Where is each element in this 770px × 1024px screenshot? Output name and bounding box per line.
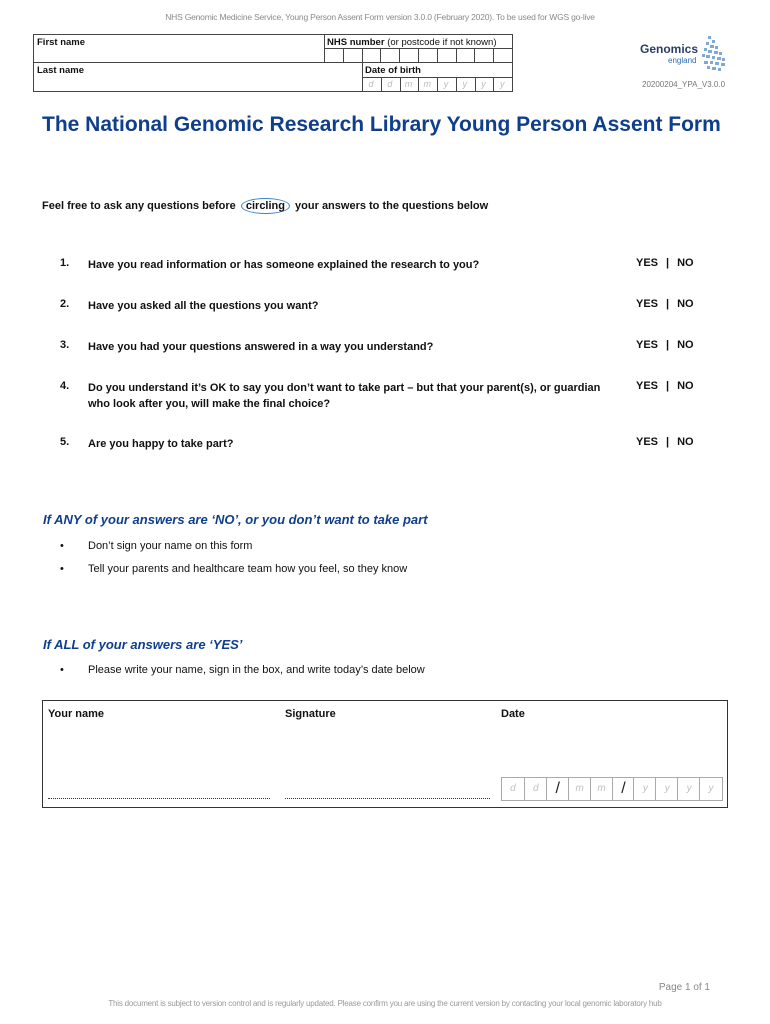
document-version-line: NHS Genomic Medicine Service, Young Person Assent Form version 3.0.0 (February 2020). To be used for WGS go-live <box>165 12 595 22</box>
intro-after: your answers to the questions below <box>295 200 489 212</box>
your-name-label: Your name <box>48 708 105 720</box>
all-yes-bullet: Please write your name, sign in the box, and write today’s date below <box>88 664 425 676</box>
nhs-grid-cell <box>362 49 363 63</box>
date-cell: d <box>510 783 516 794</box>
yes-option[interactable]: YES <box>636 380 659 392</box>
document-code: 20200204_YPA_V3.0.0 <box>642 80 726 89</box>
date-cell: y <box>677 778 700 800</box>
dob-grid[interactable] <box>362 77 512 92</box>
patient-details-box <box>33 34 513 92</box>
intro-text <box>42 198 488 214</box>
question-number: 3. <box>60 339 70 351</box>
question-text: Do you understand it’s OK to say you don’t want to take part – but that your parent(s), or guardian who look after you, will make the final choice? <box>88 382 601 410</box>
no-option[interactable]: NO <box>677 298 694 310</box>
bullet-icon: • <box>60 540 64 552</box>
logo-subtitle: england <box>668 56 697 65</box>
question-text: Are you happy to take part? <box>88 438 234 450</box>
yes-no-choice <box>636 339 694 351</box>
nhs-number-grid[interactable] <box>324 48 512 63</box>
choice-separator: | <box>666 436 670 448</box>
choice-separator: | <box>666 257 670 269</box>
nhs-number-label <box>327 37 497 48</box>
date-label: Date <box>501 708 525 720</box>
dob-placeholder: y <box>481 79 486 89</box>
yes-option[interactable]: YES <box>636 257 659 269</box>
yes-no-choice <box>636 257 694 269</box>
nhs-grid-cell <box>418 49 419 63</box>
nhs-grid-cell <box>474 49 475 63</box>
choice-separator: | <box>666 339 670 351</box>
date-cell: m <box>590 778 613 800</box>
first-name-label: First name <box>37 37 86 48</box>
question-text: Have you had your questions answered in a way you understand? <box>88 341 434 353</box>
question-number: 2. <box>60 298 70 310</box>
dob-placeholder: m <box>404 79 413 89</box>
yes-no-choice <box>636 298 694 310</box>
any-no-bullet: Don’t sign your name on this form <box>88 540 253 552</box>
yes-no-choice <box>636 380 694 392</box>
question-text: Have you read information or has someone explained the research to you? <box>88 259 480 271</box>
yes-option[interactable]: YES <box>636 339 659 351</box>
nhs-number-note: (or postcode if not known) <box>387 37 497 48</box>
last-name-field[interactable] <box>34 63 362 91</box>
no-option[interactable]: NO <box>677 339 694 351</box>
intro-before: Feel free to ask any questions before <box>42 200 236 212</box>
dob-placeholder: d <box>368 79 374 89</box>
yes-no-choice <box>636 436 694 448</box>
nhs-grid-cell <box>437 49 438 63</box>
no-option[interactable]: NO <box>677 257 694 269</box>
date-separator: / <box>546 778 569 800</box>
any-no-heading: If ANY of your answers are ‘NO’, or you don’t want to take part <box>43 512 428 527</box>
nhs-grid-cell <box>399 49 400 63</box>
choice-separator: | <box>666 380 670 392</box>
signature-label: Signature <box>285 708 336 720</box>
question-number: 4. <box>60 380 70 392</box>
dob-placeholder: y <box>462 79 467 89</box>
date-grid[interactable] <box>501 777 723 801</box>
circled-word: circling <box>241 198 290 214</box>
nhs-grid-cell <box>456 49 457 63</box>
dob-placeholder: y <box>443 79 449 89</box>
yes-option[interactable]: YES <box>636 436 659 448</box>
all-yes-heading: If ALL of your answers are ‘YES’ <box>43 637 243 652</box>
bullet-icon: • <box>60 563 64 575</box>
question-number: 1. <box>60 257 70 269</box>
logo-name: Genomics <box>640 42 699 56</box>
date-cell: d <box>524 778 547 800</box>
no-option[interactable]: NO <box>677 380 694 392</box>
choice-separator: | <box>666 298 670 310</box>
dob-placeholder: d <box>387 79 393 89</box>
question-text: Have you asked all the questions you want? <box>88 300 319 312</box>
question-number: 5. <box>60 436 70 448</box>
no-option[interactable]: NO <box>677 436 694 448</box>
nhs-grid-cell <box>343 49 344 63</box>
name-line[interactable] <box>48 798 270 799</box>
signature-line[interactable] <box>285 798 490 799</box>
date-separator: / <box>612 778 635 800</box>
date-cell: y <box>655 778 678 800</box>
nhs-grid-cell <box>493 49 494 63</box>
nhs-number-label-text: NHS number <box>327 37 385 48</box>
date-cell: m <box>568 778 591 800</box>
bullet-icon: • <box>60 664 64 676</box>
footer-note: This document is subject to version control and is regularly updated. Please confirm you are using the current version by contacting your local genomic laboratory hub <box>108 999 662 1008</box>
genomics-england-logo-icon <box>700 36 728 76</box>
any-no-bullet: Tell your parents and healthcare team how you feel, so they know <box>88 563 408 575</box>
last-name-label: Last name <box>37 65 84 76</box>
dob-label: Date of birth <box>365 65 421 76</box>
date-cell: y <box>699 778 722 800</box>
dob-placeholder: y <box>500 79 505 89</box>
page-number: Page 1 of 1 <box>658 982 710 993</box>
page-title: The National Genomic Research Library Young Person Assent Form <box>42 113 721 136</box>
first-name-field[interactable] <box>34 35 324 62</box>
dob-placeholder: m <box>423 79 431 89</box>
date-cell: y <box>633 778 656 800</box>
signature-box <box>42 700 728 808</box>
yes-option[interactable]: YES <box>636 298 659 310</box>
nhs-grid-cell <box>380 49 381 63</box>
